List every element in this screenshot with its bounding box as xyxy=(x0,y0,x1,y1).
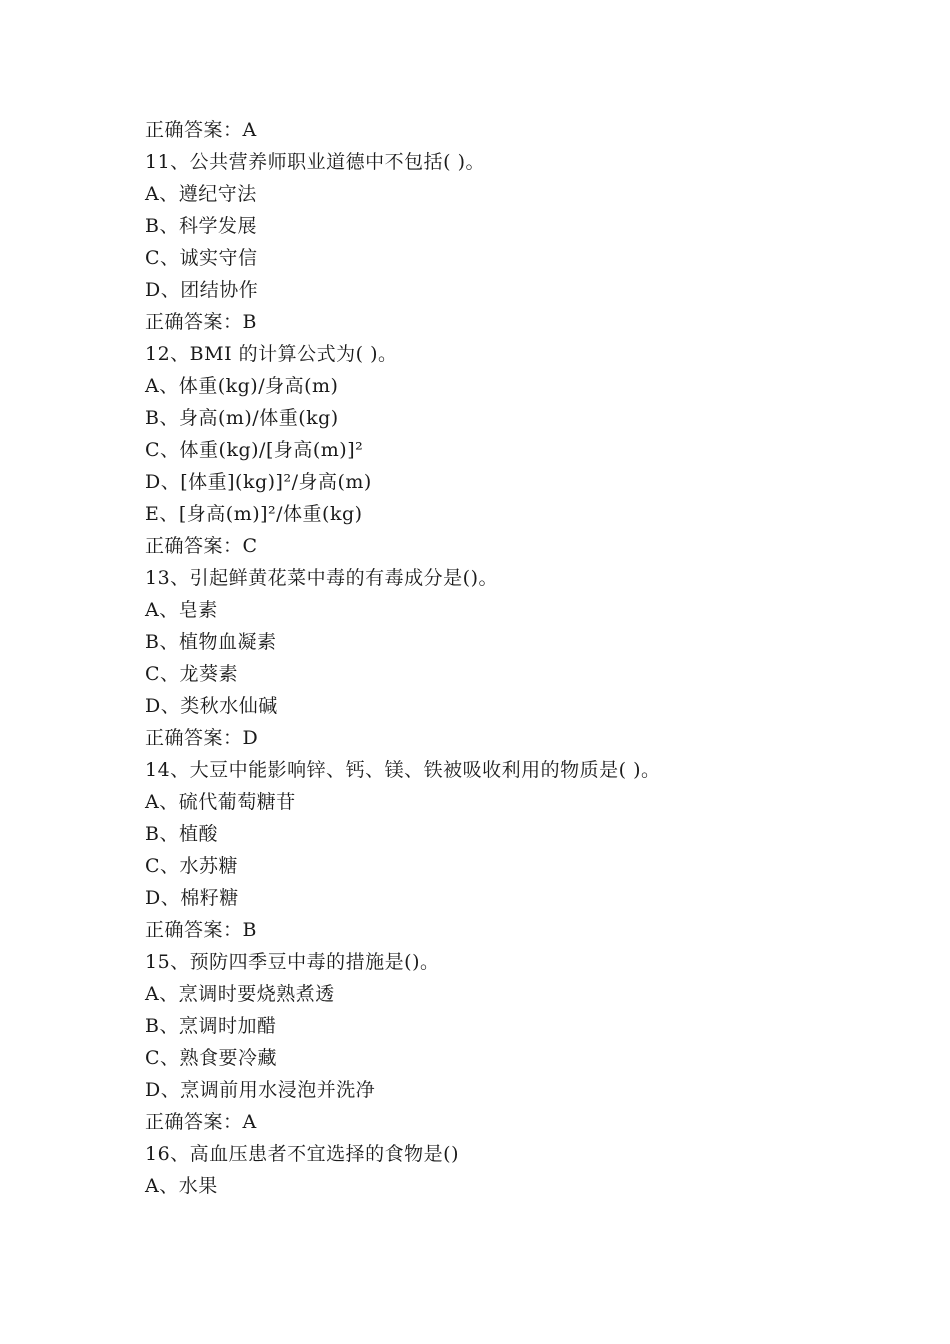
question-14: 14、大豆中能影响锌、钙、镁、铁被吸收利用的物质是( )。 xyxy=(145,759,661,781)
answer-line: 正确答案：A xyxy=(145,119,257,141)
option-line: D、烹调前用水浸泡并洗净 xyxy=(145,1079,376,1101)
question-list xyxy=(145,114,865,1202)
option-line: B、植酸 xyxy=(145,823,218,845)
question-16: 16、高血压患者不宜选择的食物是() xyxy=(145,1143,460,1165)
question-12: 12、BMI 的计算公式为( )。 xyxy=(145,343,398,365)
option-line: B、植物血凝素 xyxy=(145,631,277,653)
option-line: A、硫代葡萄糖苷 xyxy=(145,791,296,813)
option-line: A、水果 xyxy=(145,1175,218,1197)
option-line: E、[身高(m)]²/体重(kg) xyxy=(145,503,363,525)
option-line: B、科学发展 xyxy=(145,215,257,237)
answer-line: 正确答案：D xyxy=(145,727,259,749)
option-line: B、身高(m)/体重(kg) xyxy=(145,407,339,429)
question-11: 11、公共营养师职业道德中不包括( )。 xyxy=(145,151,486,173)
answer-line: 正确答案：B xyxy=(145,919,257,941)
option-line: C、熟食要冷藏 xyxy=(145,1047,278,1069)
answer-line: 正确答案：A xyxy=(145,1111,257,1133)
option-line: D、棉籽糖 xyxy=(145,887,239,909)
answer-line: 正确答案：B xyxy=(145,311,257,333)
answer-line: 正确答案：C xyxy=(145,535,258,557)
option-line: C、水苏糖 xyxy=(145,855,239,877)
option-line: A、体重(kg)/身高(m) xyxy=(145,375,339,397)
question-13: 13、引起鲜黄花菜中毒的有毒成分是()。 xyxy=(145,567,499,589)
option-line: C、龙葵素 xyxy=(145,663,239,685)
option-line: A、皂素 xyxy=(145,599,218,621)
question-15: 15、预防四季豆中毒的措施是()。 xyxy=(145,951,440,973)
option-line: D、[体重](kg)]²/身高(m) xyxy=(145,471,372,493)
option-line: C、诚实守信 xyxy=(145,247,258,269)
option-line: D、团结协作 xyxy=(145,279,259,301)
option-line: D、类秋水仙碱 xyxy=(145,695,278,717)
option-line: A、遵纪守法 xyxy=(145,183,257,205)
option-line: A、烹调时要烧熟煮透 xyxy=(145,983,335,1005)
option-line: B、烹调时加醋 xyxy=(145,1015,277,1037)
option-line: C、体重(kg)/[身高(m)]² xyxy=(145,439,364,461)
